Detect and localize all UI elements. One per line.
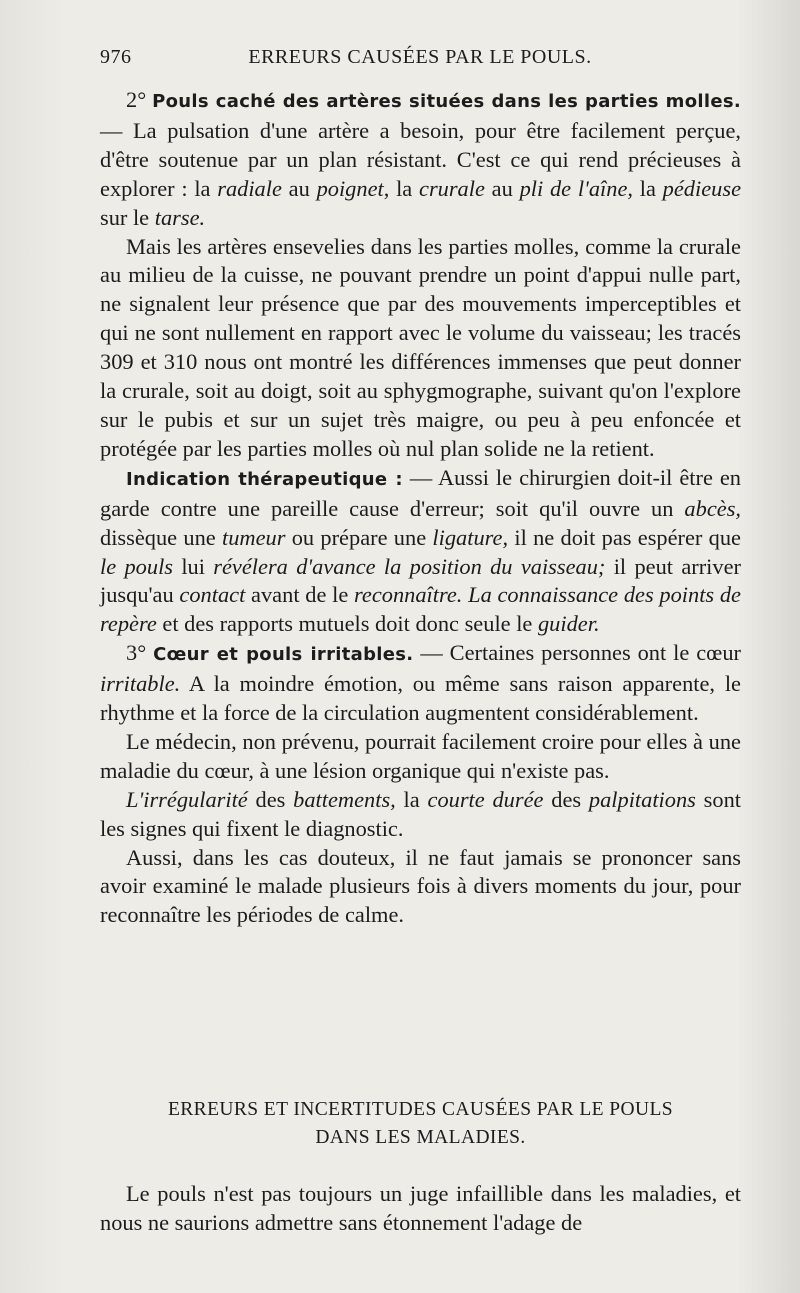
text-run: il peut arriver jusqu'au [100, 553, 741, 608]
text-run: — Aussi le chirurgien doit-il être en garde contre une pareille cause d'erreur; soit qu'il ouvre un [100, 464, 741, 521]
italic-term: crurale [419, 175, 485, 201]
italic-term: révélera d'avance la position du vaisseau; [213, 553, 606, 579]
section-title-line: DANS LES MALADIES. [315, 1127, 526, 1148]
italic-term: courte durée [427, 786, 544, 812]
paragraph-irregularity [100, 786, 741, 844]
paragraph-physician: Le médecin, non prévenu, pourrait facilement croire pour elles à une maladie du cœur, à une lésion organique qui n'existe pas. [100, 728, 741, 783]
text-run: la [395, 786, 428, 812]
text-run: ou prépare une [285, 524, 433, 550]
paragraph-irritable-heart [100, 639, 741, 728]
paragraph-indication [100, 464, 741, 639]
section-heading: Pouls caché des artères situées dans les parties molles. [152, 91, 741, 112]
italic-term: guider. [537, 611, 600, 637]
text-run: la [633, 175, 663, 201]
italic-term: radiale [217, 175, 282, 201]
italic-term: palpitations [588, 786, 696, 812]
italic-term: tumeur [222, 524, 286, 550]
italic-term: le pouls [100, 553, 173, 579]
text-run: sur le [100, 204, 155, 230]
section-title [100, 1096, 741, 1152]
text-run: au [484, 175, 520, 201]
text-run: au [281, 175, 317, 201]
italic-term: L'irrégularité [126, 786, 248, 812]
text-run: sont les signes qui fixent le diagnostic. [100, 786, 741, 841]
italic-term: ligature, [432, 524, 509, 550]
text-run: — Certaines personnes ont le cœur [413, 640, 741, 666]
paragraph-closing: Le pouls n'est pas toujours un juge infaillible dans les maladies, et nous ne saurions admettre sans étonnement l'adage de [100, 1181, 741, 1235]
page-header [100, 46, 740, 76]
paragraph-hidden-pulse [100, 86, 741, 233]
text-run: il ne doit pas espérer que [508, 524, 741, 550]
section-number: 3° [126, 640, 147, 666]
italic-term: abcès, [684, 495, 741, 521]
closing-text [100, 1180, 741, 1238]
indication-heading: Indication thérapeutique : [126, 468, 403, 490]
text-run: A la moindre émotion, ou même sans raison apparente, le rhythme et la force de la circulation augmentent considérablement. [100, 671, 741, 726]
paragraph-buried-arteries: Mais les artères ensevelies dans les parties molles, comme la crurale au milieu de la cuisse, ne pouvant prendre un point d'appui nulle part, ne signalent leur présence que par des mouvements imperceptibles et qui ne sont nullement en rapport avec le volume du vaisseau; les tracés 309 et 310 nous ont montré les différences immenses que peut donner la crurale, soit au doigt, soit au sphygmographe, suivant qu'on l'explore sur le pubis et sur un sujet très maigre, ou peu à peu enfoncée et protégée par les parties molles où nul plan solide ne la retient. [100, 233, 741, 461]
text-run: , la [383, 175, 419, 201]
italic-term: tarse. [154, 204, 206, 230]
italic-term: contact [179, 582, 246, 608]
italic-term: pédieuse [662, 175, 742, 201]
section-number: 2° [126, 87, 147, 112]
text-run: avant de le [245, 582, 354, 608]
text-run: des [247, 786, 294, 812]
text-run: des [543, 786, 589, 812]
paragraph-doubtful-cases: Aussi, dans les cas douteux, il ne faut jamais se prononcer sans avoir examiné le malade plusieurs fois à divers moments du jour, pour reconnaître les périodes de calme. [100, 844, 741, 928]
main-text [100, 86, 741, 930]
running-title: ERREURS CAUSÉES PAR LE POULS. [248, 46, 592, 68]
text-run: lui [173, 553, 214, 579]
italic-term: pli de l'aîne, [519, 175, 633, 201]
text-run: et des rapports mutuels doit donc seule le [156, 611, 538, 637]
italic-term: reconnaître. La connaissance des points de repère [100, 582, 742, 637]
section-title-line: ERREURS ET INCERTITUDES CAUSÉES PAR LE POULS [167, 1099, 674, 1120]
text-run: — La pulsation d'une artère a besoin, pour être facilement perçue, d'être soutenue par un plan résistant. C'est ce qui rend précieuses à explorer : la [100, 117, 741, 201]
italic-term: irritable. [100, 671, 181, 697]
page-number: 976 [100, 46, 132, 68]
italic-term: battements, [293, 786, 396, 812]
text-run: dissèque une [100, 524, 223, 550]
section-heading: Cœur et pouls irritables. [153, 644, 414, 666]
italic-term: poignet [316, 175, 384, 201]
